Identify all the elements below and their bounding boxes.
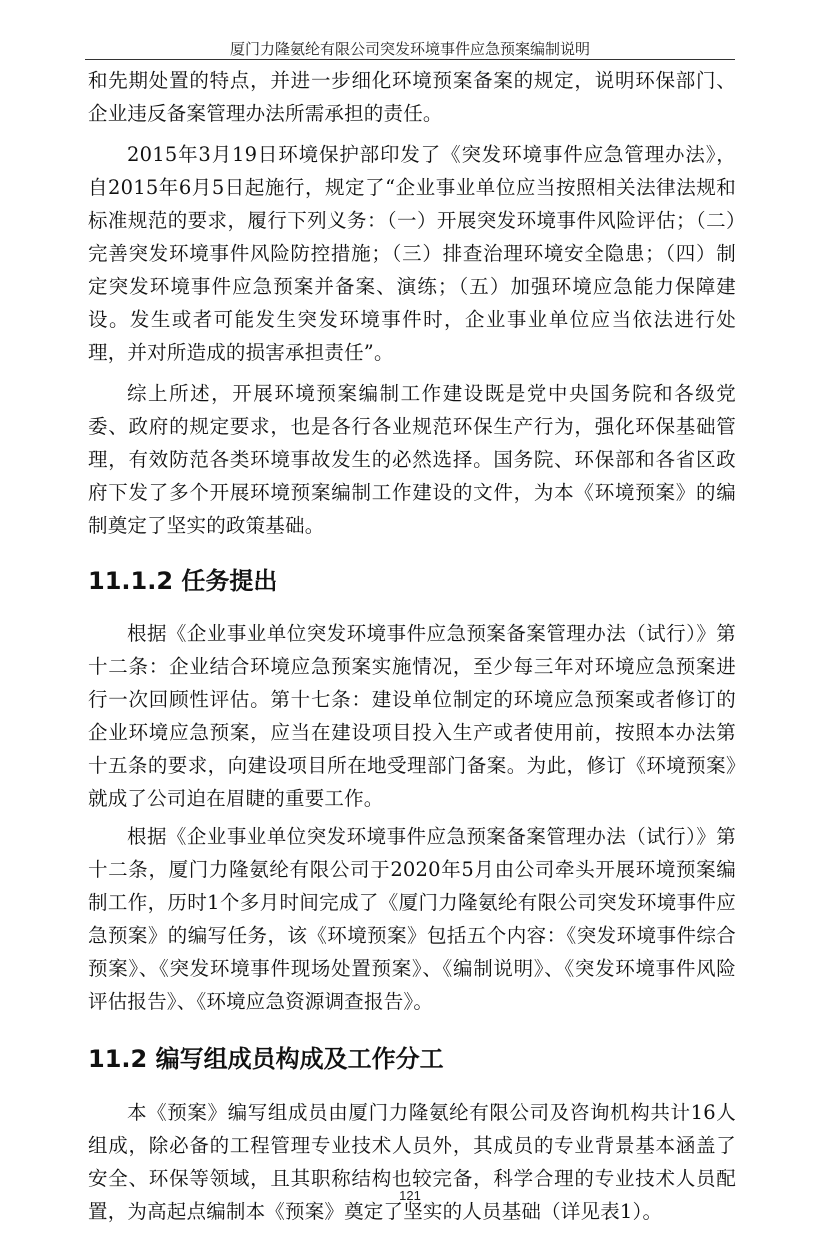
paragraph-summary: 综上所述，开展环境预案编制工作建设既是党中央国务院和各级党委、政府的规定要求，也是各行各业规范环保生产行为，强化环保基础管理，有效防范各类环境事故发生的必然选择。国务院、环保部和各省区政府下发了多个开展环境预案编制工作建设的文件，为本《环境预案》的编制奠定了坚实的政策基础。	[88, 382, 736, 537]
section-heading-team: 11.2 编写组成员构成及工作分工	[88, 1045, 444, 1073]
paragraph-task-basis: 根据《企业事业单位突发环境事件应急预案备案管理办法（试行）》第十二条：企业结合环境应急预案实施情况，至少每三年对环境应急预案进行一次回顾性评估。第十七条：建设单位制定的环境应急预案或者修订的企业环境应急预案，应当在建设项目投入生产或者使用前，按照本办法第十五条的要求，向建设项目所在地受理部门备案。为此，修订《环境预案》就成了公司迫在眉睫的重要工作。	[88, 622, 736, 810]
page-body	[88, 60, 736, 1228]
paragraph-regulation-2015: 2015年3月19日环境保护部印发了《突发环境事件应急管理办法》，自2015年6月5日起施行，规定了“企业事业单位应当按照相关法律法规和标准规范的要求，履行下列义务：（一）开展突发环境事件风险评估；（二）完善突发环境事件风险防控措施；（三）排查治理环境安全隐患；（四）制定突发环境事件应急预案并备案、演练；（五）加强环境应急能力保障建设。发生或者可能发生突发环境事件时，企业事业单位应当依法进行处理，并对所造成的损害承担责任”。	[88, 143, 736, 364]
paragraph-team: 本《预案》编写组成员由厦门力隆氨纶有限公司及咨询机构共计16人组成，除必备的工程管理专业技术人员外，其成员的专业背景基本涵盖了安全、环保等领域，且其职称结构也较完备，科学合理的专业技术人员配置，为高起点编制本《预案》奠定了坚实的人员基础（详见表1）。	[88, 1101, 736, 1223]
page-number: 121	[399, 1188, 421, 1203]
paragraph-continuation: 和先期处置的特点，并进一步细化环境预案备案的规定，说明环保部门、企业违反备案管理办法所需承担的责任。	[88, 69, 736, 125]
page-header: 厦门力隆氨纶有限公司突发环境事件应急预案编制说明	[229, 40, 590, 58]
section-heading-task: 11.1.2 任务提出	[88, 567, 278, 595]
paragraph-task-completion: 根据《企业事业单位突发环境事件应急预案备案管理办法（试行）》第十二条，厦门力隆氨纶有限公司于2020年5月由公司牵头开展环境预案编制工作，历时1个多月时间完成了《厦门力隆氨纶有限公司突发环境事件应急预案》的编写任务，该《环境预案》包括五个内容：《突发环境事件综合预案》、《突发环境事件现场处置预案》、《编制说明》、《突发环境事件风险评估报告》、《环境应急资源调查报告》。	[88, 825, 736, 1013]
